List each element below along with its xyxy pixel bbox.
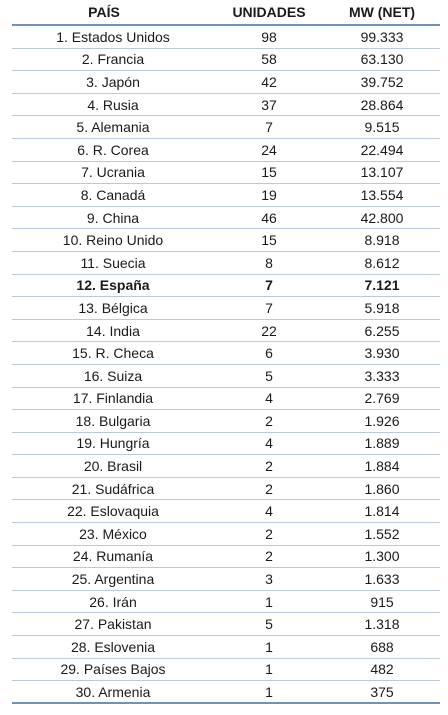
cell-units: 2 [265, 480, 273, 497]
cell-country: 18. Bulgaria [75, 412, 151, 429]
cell-mw: 5.918 [364, 299, 400, 316]
cell-country: 29. Países Bajos [60, 661, 166, 678]
table-row [12, 636, 440, 659]
cell-mw: 1.884 [364, 458, 400, 475]
table-row [12, 659, 440, 682]
cell-mw: 1.633 [364, 571, 400, 588]
cell-country: 3. Japón [86, 73, 140, 90]
cell-mw: 22.494 [360, 141, 404, 158]
cell-country: 25. Argentina [71, 571, 155, 588]
cell-country: 7. Ucrania [81, 164, 145, 181]
table-row [12, 162, 440, 185]
cell-country: 30. Armenia [75, 683, 151, 700]
cell-units: 5 [265, 367, 273, 384]
table-body [12, 26, 440, 704]
cell-units: 4 [265, 503, 273, 520]
cell-mw: 688 [370, 638, 394, 655]
cell-units: 98 [261, 28, 277, 45]
cell-units: 1 [265, 683, 273, 700]
header-units: UNIDADES [232, 4, 306, 20]
table-row [12, 388, 440, 411]
cell-country: 27. Pakistan [74, 616, 152, 633]
cell-units: 19 [261, 186, 277, 203]
cell-mw: 3.333 [364, 367, 400, 384]
cell-units: 4 [265, 435, 273, 452]
cell-units: 2 [265, 458, 273, 475]
table-row [12, 184, 440, 207]
table-row [12, 320, 440, 343]
cell-units: 15 [261, 232, 277, 249]
cell-mw: 8.612 [364, 254, 400, 271]
cell-units: 7 [265, 119, 273, 136]
cell-country: 21. Sudáfrica [71, 480, 155, 497]
cell-country: 23. México [79, 525, 147, 542]
cell-units: 15 [261, 164, 277, 181]
table-row [12, 252, 440, 275]
cell-country: 6. R. Corea [77, 141, 149, 158]
table-row [12, 94, 440, 117]
table-row [12, 116, 440, 139]
cell-units: 42 [261, 73, 277, 90]
cell-mw: 9.515 [364, 119, 400, 136]
cell-country: 11. Suecia [80, 254, 146, 271]
cell-units: 1 [265, 593, 273, 610]
cell-mw: 13.107 [360, 164, 404, 181]
cell-country: 24. Rumanía [72, 548, 154, 565]
table-row [12, 26, 440, 49]
cell-mw: 6.255 [364, 322, 400, 339]
cell-mw: 13.554 [360, 186, 404, 203]
cell-country: 15. R. Checa [72, 345, 154, 362]
cell-country: 4. Rusia [87, 96, 139, 113]
cell-mw: 1.318 [364, 616, 400, 633]
table-row [12, 207, 440, 230]
table-row [12, 71, 440, 94]
cell-country: 22. Eslovaquia [67, 503, 159, 520]
cell-country: 28. Eslovenia [70, 638, 156, 655]
cell-units: 3 [265, 571, 273, 588]
cell-mw: 1.552 [364, 525, 400, 542]
table-row [12, 410, 440, 433]
cell-mw: 3.930 [364, 345, 400, 362]
table-row [12, 297, 440, 320]
cell-units: 1 [265, 638, 273, 655]
cell-mw: 375 [370, 683, 394, 700]
cell-country: 17. Finlandia [72, 390, 154, 407]
table-row [12, 229, 440, 252]
cell-units: 2 [265, 412, 273, 429]
table-row [12, 500, 440, 523]
cell-country: 19. Hungría [76, 435, 150, 452]
cell-country: 12. España [76, 277, 150, 294]
cell-country: 8. Canadá [80, 186, 146, 203]
cell-country: 14. India [86, 322, 140, 339]
cell-units: 1 [265, 661, 273, 678]
cell-mw: 63.130 [360, 51, 404, 68]
table-row [12, 478, 440, 501]
cell-units: 37 [261, 96, 277, 113]
cell-mw: 1.889 [364, 435, 400, 452]
cell-units: 22 [261, 322, 277, 339]
cell-mw: 1.814 [364, 503, 400, 520]
cell-units: 58 [261, 51, 277, 68]
cell-units: 6 [265, 345, 273, 362]
cell-units: 46 [261, 209, 277, 226]
cell-units: 2 [265, 525, 273, 542]
table-row [12, 523, 440, 546]
table-row [12, 275, 440, 298]
cell-units: 7 [265, 299, 273, 316]
cell-units: 4 [265, 390, 273, 407]
cell-mw: 1.300 [364, 548, 400, 565]
table-header [12, 0, 440, 26]
cell-country: 1. Estados Unidos [56, 28, 170, 45]
cell-mw: 482 [370, 661, 394, 678]
cell-country: 2. Francia [81, 51, 145, 68]
cell-units: 8 [265, 254, 273, 271]
cell-units: 2 [265, 548, 273, 565]
cell-units: 5 [265, 616, 273, 633]
table-row [12, 681, 440, 704]
table-row [12, 365, 440, 388]
nuclear-units-table [12, 0, 440, 704]
cell-mw: 915 [370, 593, 394, 610]
table-row [12, 139, 440, 162]
cell-mw: 1.926 [364, 412, 400, 429]
cell-country: 9. China [86, 209, 140, 226]
cell-mw: 39.752 [360, 73, 404, 90]
cell-country: 26. Irán [89, 593, 137, 610]
cell-mw: 7.121 [364, 277, 400, 294]
table-row [12, 342, 440, 365]
cell-country: 5. Alemania [76, 119, 150, 136]
table-row [12, 613, 440, 636]
cell-mw: 8.918 [364, 232, 400, 249]
table-row [12, 546, 440, 569]
cell-country: 13. Bélgica [78, 299, 148, 316]
header-country: PAÍS [88, 4, 120, 20]
cell-mw: 1.860 [364, 480, 400, 497]
header-mw: MW (NET) [348, 4, 416, 20]
table-row [12, 591, 440, 614]
cell-mw: 28.864 [360, 96, 404, 113]
table-row [12, 568, 440, 591]
cell-mw: 42.800 [360, 209, 404, 226]
cell-mw: 2.769 [364, 390, 400, 407]
cell-country: 10. Reino Unido [62, 232, 164, 249]
cell-country: 20. Brasil [83, 458, 143, 475]
cell-mw: 99.333 [360, 28, 404, 45]
cell-units: 7 [265, 277, 273, 294]
table-row [12, 433, 440, 456]
table-row [12, 49, 440, 72]
table-row [12, 455, 440, 478]
cell-country: 16. Suiza [83, 367, 143, 384]
cell-units: 24 [261, 141, 277, 158]
